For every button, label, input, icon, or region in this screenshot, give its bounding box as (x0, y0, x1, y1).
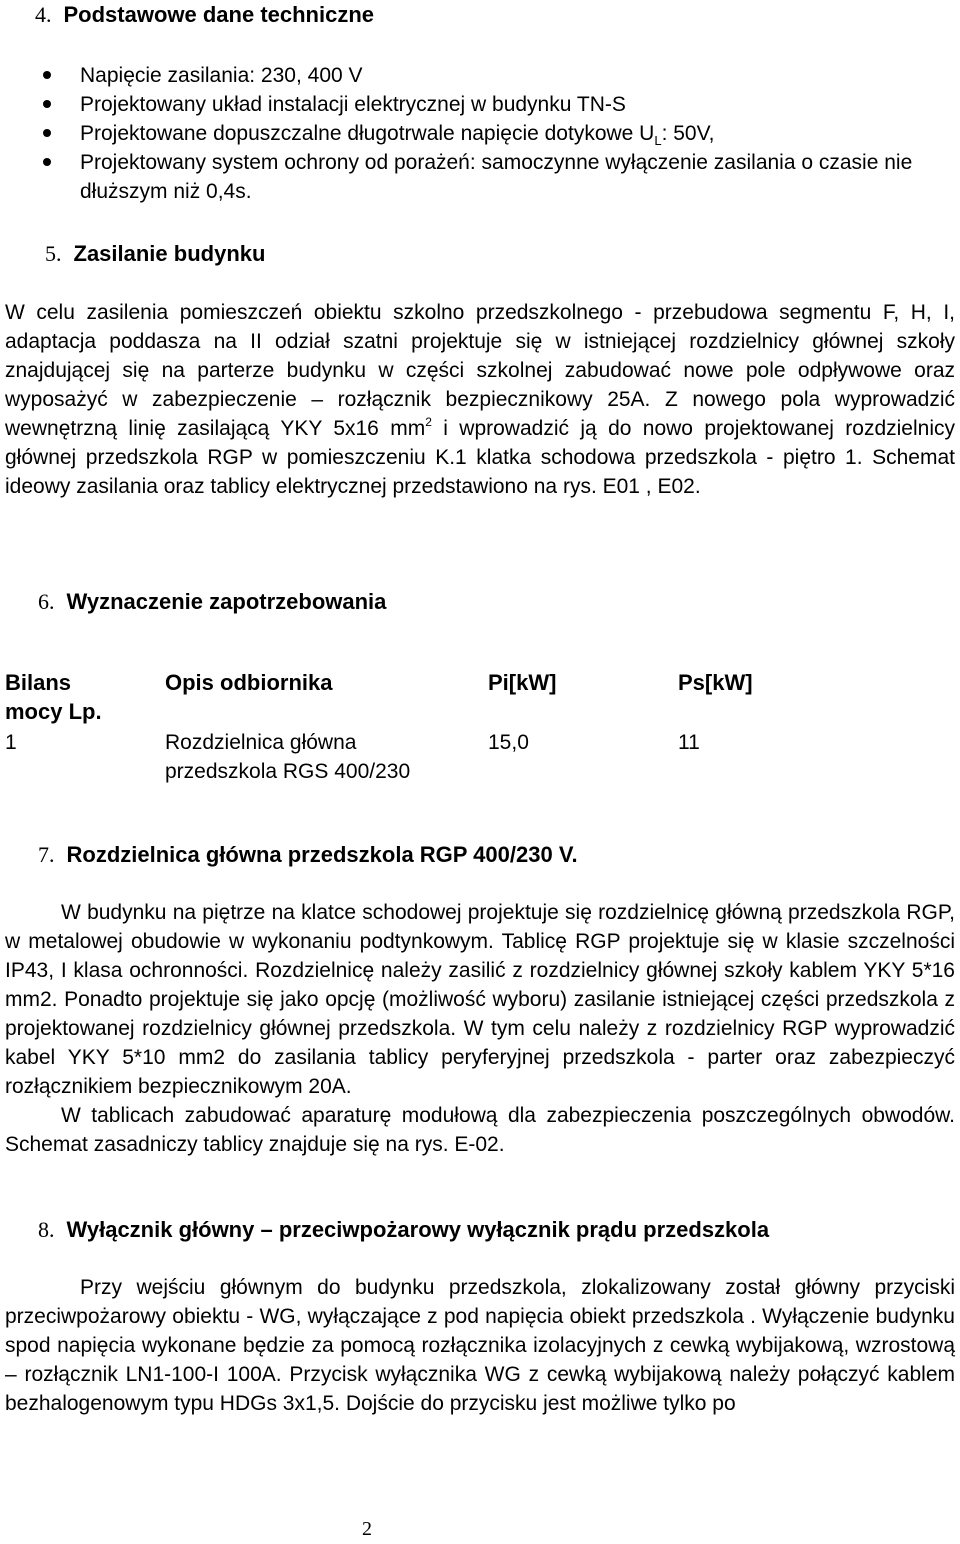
table-header: Pi[kW] (488, 670, 557, 695)
bullet-icon (43, 129, 51, 137)
section-number: 4. (35, 2, 52, 27)
section-number: 6. (38, 589, 55, 614)
bullet-icon (43, 71, 51, 79)
table-cell: Rozdzielnica główna przedszkola RGS 400/230 (165, 731, 411, 783)
list-item: Projektowany układ instalacji elektrycznej w budynku TN-S (5, 90, 955, 119)
bullet-icon (43, 100, 51, 108)
list-item: Projektowane dopuszczalne długotrwale napięcie dotykowe $U_L$: 50V, (5, 119, 955, 148)
section-8-heading (38, 1215, 769, 1244)
section-title: Wyznaczenie zapotrzebowania (66, 589, 387, 614)
section-4-heading (35, 0, 374, 29)
section-6-heading (38, 587, 386, 616)
technical-data-list (5, 61, 955, 206)
list-item: Napięcie zasilania: 230, 400 V (5, 61, 955, 90)
section-title: Rozdzielnica główna przedszkola RGP 400/230 V. (66, 842, 578, 867)
section-number: 7. (38, 842, 55, 867)
section-number: 8. (38, 1217, 55, 1242)
section-title: Zasilanie budynku (73, 241, 266, 266)
table-cell: 1 (5, 731, 17, 754)
section-7-heading (38, 840, 578, 869)
bullet-icon (43, 158, 51, 166)
section-5-paragraph: W celu zasilenia pomieszczeń obiektu szkolno przedszkolnego - przebudowa segmentu F, H, I, adaptacja poddasza na II odział szatni projektuje się w istniejącej rozdzielnicy głównej szkoły znajdującej się na parterze budynku w części szkolnej zabudować nowe pole odpływowe oraz wyposażyć w zabezpieczenie – rozłącznik bezpiecznikowy 25A. Z nowego pola wyprowadzić wewnętrzną linię zasilającą YKY 5x16 $mm^2$ i wprowadzić ją do nowo projektowanej rozdzielnicy głównej przedszkola RGP w pomieszczeniu K.1 klatka schodowa przedszkola - piętro 1. Schemat ideowy zasilania oraz tablicy elektrycznej przedstawiono na rys. E01 , E02. (5, 301, 955, 498)
list-item: Projektowany system ochrony od porażeń: samoczynne wyłączenie zasilania o czasie nie dłuższym niż 0,4s. (5, 148, 955, 206)
section-5-heading (45, 239, 265, 268)
table-cell: 11 (678, 731, 700, 754)
section-title: Podstawowe dane techniczne (63, 2, 375, 27)
section-8-paragraph: Przy wejściu głównym do budynku przedszkola, zlokalizowany został główny przyciski przeciwpożarowy obiektu - WG, wyłączające z pod napięcia obiekt przedszkola . Wyłączenie budynku spod napięcia wykonane będzie za pomocą rozłącznika izolacyjnych z cewką wybijakową, wzrostową – rozłącznik LN1-100-I 100A. Przycisk wyłącznika WG z cewką wybijakową należy połączyć kablem bezhalogenowym typu HDGs 3x1,5. Dojście do przycisku jest możliwe tylko po (5, 1276, 955, 1415)
table-header: Opis odbiornika (165, 670, 333, 695)
table-header: Ps[kW] (678, 670, 753, 695)
table-header: Bilans mocy Lp. (5, 670, 102, 724)
page-number: 2 (362, 1518, 372, 1540)
section-7-paragraph: W budynku na piętrze na klatce schodowej projektuje się rozdzielnicę główną przedszkola RGP, w metalowej obudowie w wykonaniu podtynkowym. Tablicę RGP projektuje się w klasie szczelności IP43, I klasa ochronności. Rozdzielnicę należy zasilić z rozdzielnicy głównej szkoły kablem YKY 5*16 mm2. Ponadto projektuje się jako opcję (możliwość wyboru) zasilanie istniejącej części przedszkola z projektowanej rozdzielnicy głównej przedszkola. W tym celu należy z rozdzielnicy RGP wyprowadzić kabel YKY 5*10 mm2 do zasilania tablicy peryferyjnej przedszkola - parter oraz zabezpieczyć rozłącznikiem bezpiecznikowym 20A. W tablicach zabudować aparaturę modułową dla zabezpieczenia poszczególnych obwodów. Schemat zasadniczy tablicy znajduje się na rys. E-02. (5, 901, 955, 1156)
section-number: 5. (45, 241, 62, 266)
table-cell: 15,0 (488, 731, 529, 754)
section-title: Wyłącznik główny – przeciwpożarowy wyłącznik prądu przedszkola (66, 1217, 770, 1242)
